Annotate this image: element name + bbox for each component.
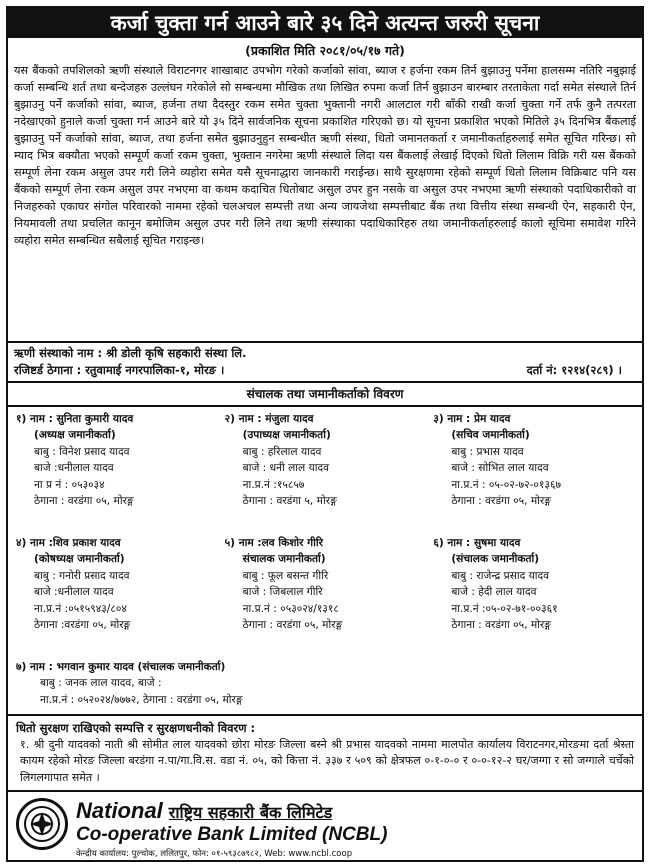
collateral-heading: धितो सुरक्षण राखिएको सम्पत्ति र सुरक्षणधनीको विवरण : [16,721,256,735]
guarantor-father: बाबु : विनेश प्रसाद यादव [34,445,130,458]
public-notice [6,6,644,862]
guarantor-father: बाबु : हरिलाल यादव [242,445,322,458]
guarantor-grandfather: बाजे :धनीलाल यादव [34,586,114,598]
guarantor-grandfather: बाजे : धनी लाल यादव [242,462,329,474]
guarantor-citizenship: ना.प्र.नं :०५-०२-७१-००३६१ [451,602,558,615]
borrower-name: ऋणी संस्थाको नाम : श्री डोली कृषि सहकारी संस्था लि. [14,345,247,360]
guarantor-role: (सचिव जमानीकर्ता) [451,429,530,441]
registration-number: दर्ता नं: १२१४(२८९) । [526,362,622,377]
collateral-section [8,716,642,790]
guarantor-citizenship: ना प्र नं : ०५३०३४ [34,478,105,491]
guarantor-card [225,535,426,659]
guarantor-address: ठेगाना : वरडंगा ०५, मोरङ्ग [242,619,343,631]
guarantor-address: ठेगाना : वरडंगा ०५, मोरङ्ग [451,619,551,631]
guarantor-card [16,535,217,659]
guarantor-grandfather: बाजे : सोभित लाल यादव [451,462,549,474]
guarantor-name: ३) नाम : प्रेम यादव [433,412,511,425]
borrower-address-row [14,362,636,379]
guarantor-role: (कोषध्यक्ष जमानीकर्ता) [34,553,125,565]
guarantor-role: (उपाध्यक्ष जमानीकर्ता) [242,429,331,441]
notice-title: कर्जा चुक्ता गर्न आउने बारे ३५ दिने अत्यन्त जरुरी सूचना [8,8,642,38]
guarantor-father: बाबु : प्रभास यादव [451,445,524,458]
borrower-address: रजिष्टर्ड ठेगाना : रतुवामाई नगरपालिका-१, मोरङ । [14,362,225,377]
guarantor-card [433,535,634,659]
guarantor-address: ठेगाना : वरडंगा ०५, मोरङ्ग [451,495,551,507]
bank-name-en-part2: Co-operative Bank Limited (NCBL) [76,824,388,845]
borrower-info [8,343,642,381]
guarantor-role: (संचालक जमानीकर्ता) [451,553,540,565]
guarantor-name: ५) नाम :लव किशोर गीरि [224,536,323,549]
guarantor-name: ७) नाम : भगवान कुमार यादव (संचालक जमानीकर्ता) [16,660,226,673]
bank-name-en-part1: National [76,798,163,823]
guarantor-address: ठेगाना : वरडंगा ५, मोरङ्ग [242,495,337,507]
guarantor-father: बाबु : गनोरी प्रसाद यादव [34,569,130,582]
bank-name-block [76,798,634,860]
guarantor-role: संचालक जमानीकर्ता) [242,553,326,565]
guarantor-address: ठेगाना : वरडंगा ०५, मोरङ्ग [34,495,134,507]
guarantor-grandfather: बाजे :धनीलाल यादव [34,462,114,474]
guarantors-heading: संचालक तथा जमानीकर्ताको विवरण [246,386,404,401]
guarantor-citizenship: ना.प्र.नं :०५१५९४३/८०४ [34,602,127,615]
guarantor-name: १) नाम : सुनिता कुमारी यादव [16,412,134,425]
guarantor-father: बाबु : राजेन्द्र प्रसाद यादव [451,569,550,582]
guarantor-citizenship: ना.प्र.नं : ०५३०२४/१३१८ [242,602,339,615]
bank-footer [8,792,642,860]
guarantor-card [433,411,634,535]
guarantor-grandfather: बाजे : जिबलाल गीरि [242,586,323,598]
guarantor-citizenship: ना.प्र.नं : ०५-०२-७२-०१३६७ [451,478,561,491]
collateral-text: १. श्री दुनी यादवको नाती श्री सोमीत लाल यादवको छोरा मोरङ जिल्ला बस्ने श्री प्रभास यादवको नाममा मालपोत कार्यालय विराटनगर,मोरङमा दर्ता श्रेस्ता कायम रहेको मोरङ जिल्ला बरडंगा न.पा/गा.वि.स. वडा नं. ०५, को कित्ता नं. ३३७ र ५०९ को क्षेत्रफल ०-१-०-० र ०-०-१२-२ घर/जग्गा र सो जग्गाले चर्चेको लिगलगापात समेत । [20,737,634,784]
guarantor-name: २) नाम : मंजुला यादव [224,412,314,425]
bank-name-np: राष्ट्रिय सहकारी बैंक लिमिटेड [168,803,333,822]
guarantor-address: ठेगाना :वरडंगा ०५, मोरङ्ग [34,619,131,631]
guarantor-father: बाबु : जनक लाल यादव, बाजे : [40,677,162,689]
bank-address: केन्द्रीय कार्यालय: पुल्चोक, ललितपुर, फोन: ०१-५९३८७९८२, Web: www.ncbl.coop [76,849,353,859]
notice-body: यस बैंकको तपशिलको ऋणी संस्थाले विराटनगर शाखाबाट उपभोग गरेको कर्जाको सांवा, ब्याज र हर्जना रकम तिर्न बुझाउनु पर्नेमा हालसम्म नतिरि नबुझाई कर्जा सम्बन्धि शर्त तथा बन्देजहरु उल्लंघन गरेकोले सो सम्बन्धमा मौखिक तथा लिखित रुपमा कर्जा तिर्न बुझाउन बारम्बार तरताकेता गर्दा समेत संस्थाले तिर्न बुझाउनु पर्ने कर्जाको सांवा, ब्याज, हर्जना तथा दैदस्तुर रकम समेत चुक्ता भुक्तानी नगरी आलटाल गरी बाँकी राखी कर्जा चुक्ता गर्ने तर्फ कुनै तत्परता नदेखाएको हुनाले कर्जा चुक्ता गर्न आउने बारे यो ३५ दिने सार्वजनिक सूचना प्रकाशित गरिएको छ। यो सूचना प्रकाशित भएको मितिले ३५ दिनभित्र बैंकलाई बुझाउनु पर्ने कर्जाको सांवा, ब्याज, तथा हर्जना समेत बुझाउनुहुन सम्बन्धीत ऋणी संस्था, धितो जमानतकर्ता र जमानीकर्ताहरुलाई समेत सूचित गरिन्छ। सो म्याद भित्र बक्यौता भएको सम्पूर्ण कर्जा रकम चुक्ता, भुक्तान नगरेमा ऋणी संस्थाले लिदा यस बैंकलाई लेखाई दिएको धितो लिलाम विक्रि गरी यस बैंकको सम्पूर्ण लेना रकम असुल उपर गरी लिने व्यहोरा समेत यसै सूचनाद्धारा जानकारी गराईन्छ। साथै सुरक्षणमा रहेको सम्पूर्ण धितो लिलाम विक्रिबाट पनि यस बैंकको सम्पूर्ण लेना रकम असुल उपर नभएमा वा कथम कदाचित धितोबाट असुल उपर हुन नसके वा असुल उपर नभएमा ऋणी संस्थाको पदाधिकारीको वा निजहरुको एकाघर संगोल परिवारको नाममा रहेको चलअचल सम्पत्ती तथा अन्य जायजेथा सम्पत्तीबाट बैंक तथा वित्तीय संस्था सम्बन्धी ऐन, सहकारी ऐन, नियमावली तथा प्रचलित कानून बमोजिम असुल उपर गरी लिने तथा ऋणी संस्थाका पदाधिकारिहरु तथा जमानीकर्ताहरुलाई कालो सूचिमा समावेश गरिने व्यहोरा समेत सम्बन्धित सबैलाई सूचित गराइन्छ। [14,63,636,248]
guarantor-name: ४) नाम :शिव प्रकाश यादव [16,536,121,549]
guarantor-citizenship: ना.प्र.नं :१५८५७ [242,478,305,491]
published-date: (प्रकाशित मिति २०८१/०५/१७ गते) [245,43,405,58]
guarantor-role: (अध्यक्ष जमानीकर्ता) [34,429,116,441]
guarantor-card [225,411,426,535]
guarantor-card [16,411,217,535]
guarantor-name: ६) नाम : सुषमा यादव [433,536,521,549]
guarantor-details: ना.प्र.नं : ०५२०२४/७७७२, ठेगाना : वरडंगा ०५, मोरङ्ग [40,693,243,706]
guarantor-father: बाबु : फूल बसन्त गीरि [242,569,329,582]
ncbl-seal-logo-icon [16,798,68,850]
guarantor-grandfather: बाजे : हेदी लाल यादव [451,586,537,598]
guarantor-card-last [8,659,642,715]
guarantor-grid [8,407,642,659]
